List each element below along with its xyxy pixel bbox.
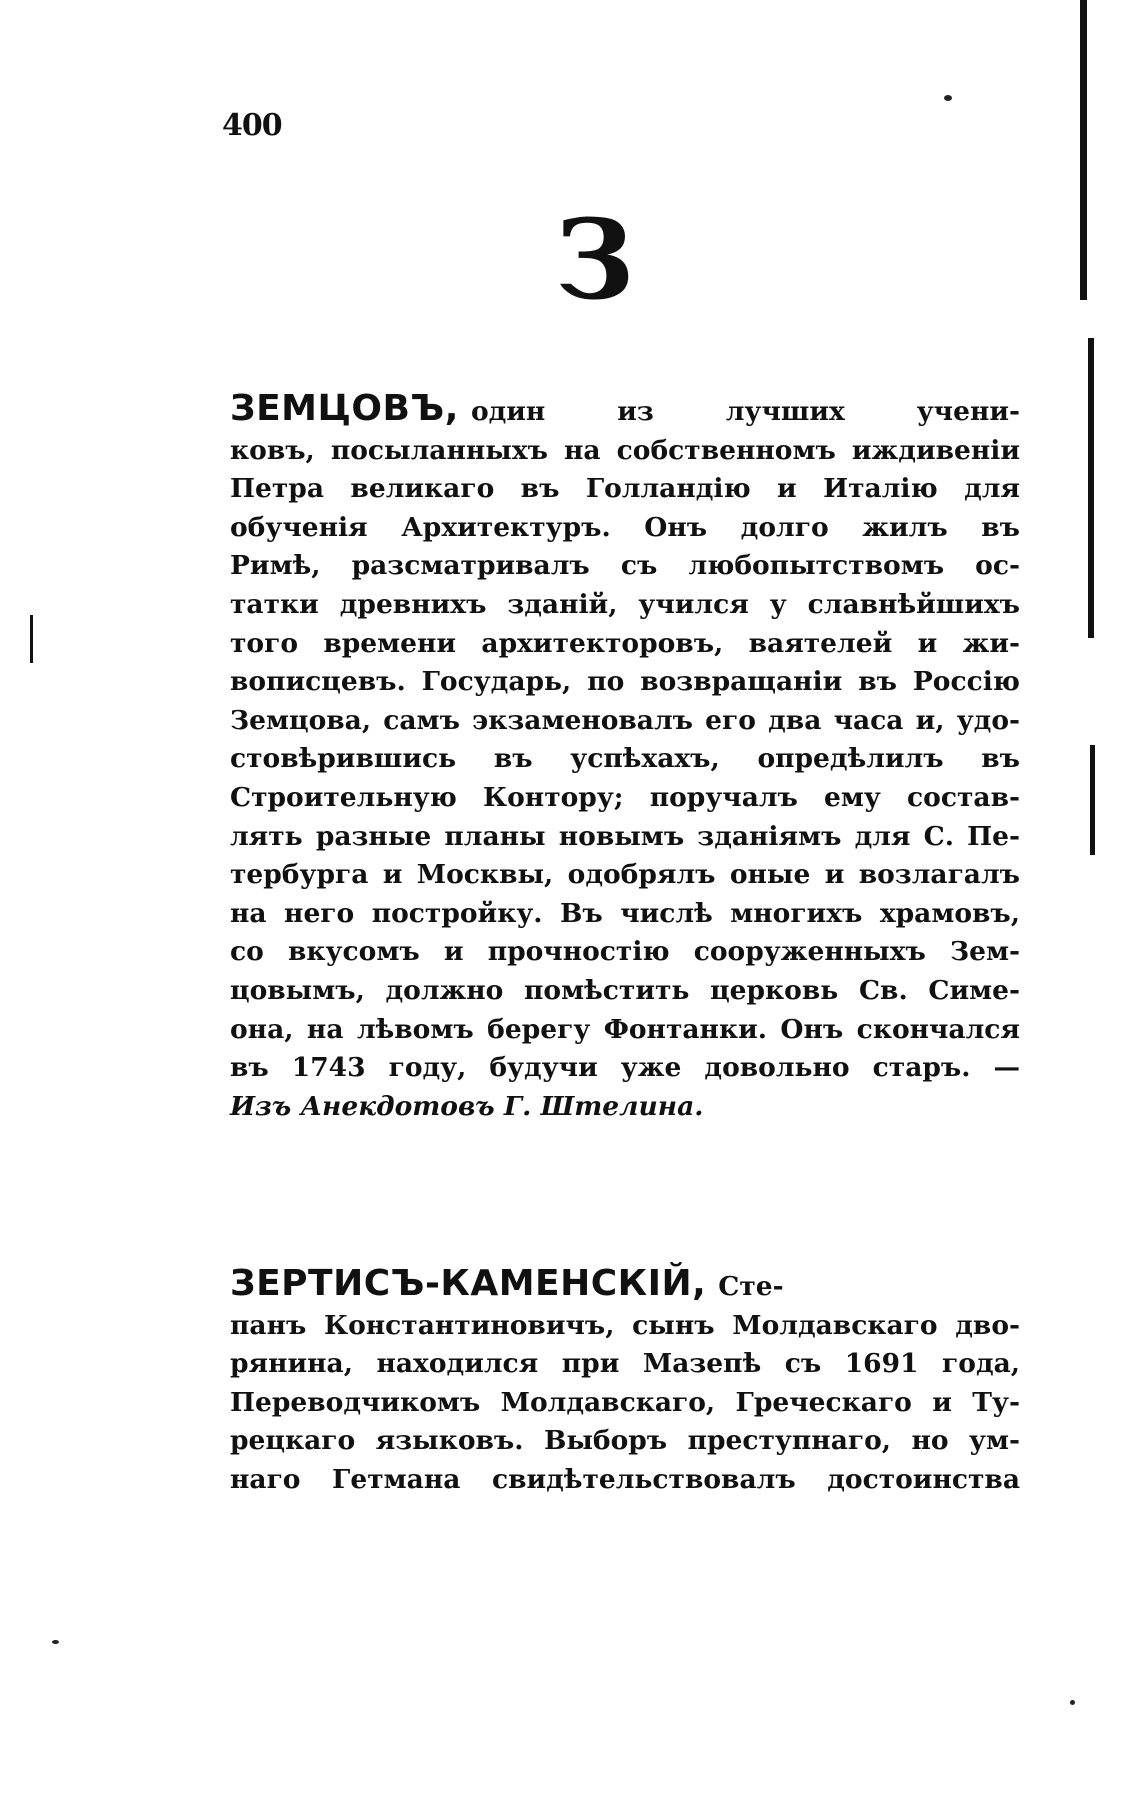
entry-text-line: въ 1743 году, будучи уже довольно старъ. — [230,1052,1020,1084]
entry-text-fragment: один из лучших учени- [470,396,1020,427]
entry-text-line: тербурга и Москвы, одобрялъ оные и возлагалъ [230,859,1020,891]
entry-zemtsov [230,390,1020,1126]
entry-text-line: вописцевъ. Государь, по возвращаніи въ Россію [230,666,1020,698]
entry-text-fragment: Сте- [718,1271,784,1302]
entry-text-line: рянина, находился при Мазепѣ съ 1691 года, [230,1348,1020,1380]
speck [1070,1700,1075,1705]
entry-text-line: того времени архитекторовъ, ваятелей и жи- [230,627,1020,659]
entry-text-line: Строительную Контору; поручалъ ему состав- [230,781,1020,813]
entry-text-line: татки древнихъ зданій, учился у славнѣйшихъ [230,588,1020,620]
headword: ЗЕРТИСЪ-КАМЕНСКІЙ, [230,1263,707,1304]
entry-text-line: она, на лѣвомъ берегу Фонтанки. Онъ скончался [230,1013,1020,1045]
entry-text-line: панъ Константиновичъ, сынъ Молдавскаго дво- [230,1309,1020,1341]
entry-text-line: наго Гетмана свидѣтельствовалъ достоинства [230,1463,1020,1495]
binding-edge-rule [1080,0,1087,300]
entry-text-line: рецкаго языковъ. Выборъ преступнаго, но ум- [230,1425,1020,1457]
entry-text-line: на него постройку. Въ числѣ многихъ храмовъ, [230,897,1020,929]
binding-edge-rule [1088,338,1094,638]
entry-text-line: лять разные планы новымъ зданіямъ для С. Пе- [230,820,1020,852]
binding-edge-rule [1090,745,1095,855]
margin-mark [30,615,33,663]
entry-text-line: цовымъ, должно помѣстить церковь Св. Симе- [230,974,1020,1006]
speck [944,95,952,101]
entry-text-line [230,390,1020,432]
speck [52,1640,59,1644]
page-number: 400 [222,108,282,143]
entry-zertis-kamensky [230,1265,1020,1500]
entry-source: Изъ Анекдотовъ Г. Штелина. [230,1090,704,1122]
entry-text-line: Петра великаго въ Голландію и Италію для [230,473,1020,505]
entry-text-line: со вкусомъ и прочностію сооруженныхъ Зем- [230,936,1020,968]
entry-text-line: стовѣрившись въ успѣхахъ, опредѣлилъ въ [230,743,1020,775]
entry-text-line: Земцова, самъ экзаменовалъ его два часа и, удо- [230,704,1020,736]
entry-text-line: Переводчикомъ Молдавскаго, Греческаго и Ту- [230,1386,1020,1418]
entry-text-line: обученія Архитектуръ. Онъ долго жилъ въ [230,511,1020,543]
section-letter: З [555,195,635,324]
entry-text-line: ковъ, посыланныхъ на собственномъ иждивеніи [230,434,1020,466]
entry-text-line [230,1265,1020,1307]
entry-text-line: Римѣ, разсматривалъ съ любопытствомъ ос- [230,550,1020,582]
headword: ЗЕМЦОВЪ, [230,388,459,429]
